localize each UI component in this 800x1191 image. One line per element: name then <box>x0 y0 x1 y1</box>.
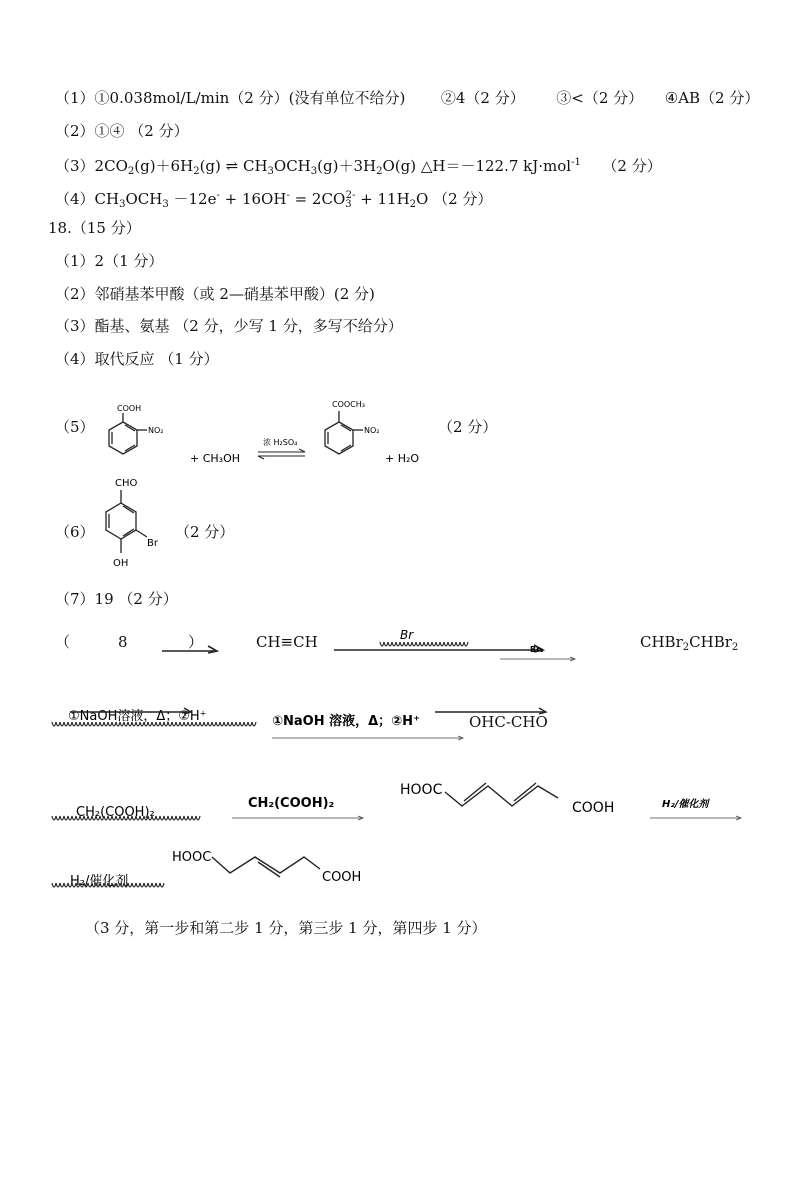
br-label: Br <box>147 538 158 549</box>
q18-part-4: （4）取代反应 （1 分） <box>55 350 219 368</box>
bromo-hydroxybenzaldehyde <box>85 475 175 580</box>
score: （2 分） <box>602 157 662 175</box>
hydrogenation-step <box>50 843 370 891</box>
q18-part-3: （3）酯基、氨基 （2 分，少写 1 分，多写不给分） <box>55 317 403 335</box>
step3-garbled: CH₂(COOH)₂ <box>76 805 155 820</box>
q17-line-3: $(3)2CO_2(g)+6H_2(g)$ ⇌ $CH_3OCH_3(g)+3H_2O(g)$ △H＝－122.7 kJ·mol$^{-1}$ （2 分） <box>55 157 662 177</box>
q17-line-1 <box>55 88 759 108</box>
eq-text: OCH <box>125 190 163 208</box>
q18-part-5-score: （2 分） <box>438 418 498 436</box>
no2-label: NO₂ <box>364 426 380 435</box>
arrow-bromination <box>330 628 580 668</box>
q18-part-5-num: （5） <box>55 418 95 436</box>
q18-part-6-score: （2 分） <box>175 523 235 541</box>
q17-line-4: $(4)CH_3OCH_3 -12e^- + 16OH^- = 2CO_3^{2-} + 11H_2O$ （2 分） <box>55 190 493 210</box>
q18-part-2: （2）邻硝基苯甲酸（或 2—硝基苯甲酸）(2 分) <box>55 285 375 303</box>
cho-label: CHO <box>115 478 138 489</box>
cooh-label: COOH <box>117 404 142 413</box>
step2-label: ①NaOH 溶液，Δ；②H⁺ <box>272 714 420 729</box>
knoevenagel-step <box>50 780 750 830</box>
eq-sup: 2- <box>345 190 356 201</box>
product-chain <box>212 857 320 877</box>
eq-text: (g)＋6H <box>134 157 194 175</box>
step2-garbled: ①NaOH溶液，Δ；②H⁺ <box>68 709 207 724</box>
no2-label: NO₂ <box>148 426 164 435</box>
equilibrium-arrow <box>258 449 305 459</box>
eq-text: + 16OH <box>219 190 287 208</box>
step4-garbled: H₂/催化剂 <box>70 874 129 889</box>
oh-label: OH <box>113 558 129 569</box>
product-hooc: HOOC <box>172 850 212 865</box>
eq-text: = 2CO <box>289 190 346 208</box>
diene-hooc: HOOC <box>400 782 443 798</box>
eq-text: （3）2CO <box>55 157 128 175</box>
acetylene: CH≡CH <box>256 633 318 651</box>
diene-chain <box>445 783 558 806</box>
q17-part1-b: ②4（2 分） <box>440 89 525 107</box>
q17-part1-a: （1）①0.038mol/L/min（2 分）(没有单位不给分) <box>55 89 406 107</box>
q18-part-8-open: （ <box>55 633 71 651</box>
q18-part-8-num: 8 <box>118 633 128 651</box>
br2-garbled: Br <box>400 628 414 642</box>
q18-part-1: （1）2（1 分） <box>55 252 164 270</box>
eq-sup: -1 <box>571 157 581 168</box>
q18-header: 18.（15 分） <box>48 219 141 237</box>
eq-text: (g)＋3H <box>317 157 377 175</box>
water-label: + H₂O <box>385 452 420 465</box>
eq-text: OCH <box>273 157 311 175</box>
eq-text: + 11H <box>355 190 410 208</box>
step3-label: CH₂(COOH)₂ <box>248 796 335 811</box>
benzene-ring-product <box>325 411 363 454</box>
product-cooh: COOH <box>322 870 362 885</box>
q18-part-6-num: （6） <box>55 523 95 541</box>
q18-part-7: （7）19 （2 分） <box>55 590 178 608</box>
q17-line-2: （2）①④ （2 分） <box>55 122 189 140</box>
methanol-label: + CH₃OH <box>190 452 241 465</box>
q18-part-8-close: ） <box>188 633 204 651</box>
benzene-ring-reactant <box>109 413 147 454</box>
q17-part1-c: ③<（2 分） <box>556 89 644 107</box>
eq-text: O （2 分） <box>416 190 493 208</box>
eq-text: －12e <box>168 190 217 208</box>
eq-text: (g) ⇌ CH <box>199 157 268 175</box>
diene-cooh: COOH <box>572 800 615 816</box>
benzene-ring <box>106 490 147 553</box>
glyoxal: OHC-CHO <box>469 713 548 731</box>
step4-label: H₂/催化剂 <box>662 799 709 810</box>
cooch3-label: COOCH₃ <box>332 400 365 409</box>
catalyst-label: 浓 H₂SO₄ <box>263 438 298 447</box>
eq-text: O(g) △H＝－122.7 kJ·mol <box>382 157 572 175</box>
br2-label: Br₂ <box>530 645 544 654</box>
eq-text: （4）CH <box>55 190 120 208</box>
arrow-1 <box>160 640 220 654</box>
q17-part1-d: ④AB（2 分） <box>664 89 760 107</box>
q18-scoring-note: （3 分，第一步和第二步 1 分，第三步 1 分，第四步 1 分） <box>85 919 487 937</box>
tetrabromoethane: CHBr$_2$CHBr$_2$ <box>640 633 739 653</box>
